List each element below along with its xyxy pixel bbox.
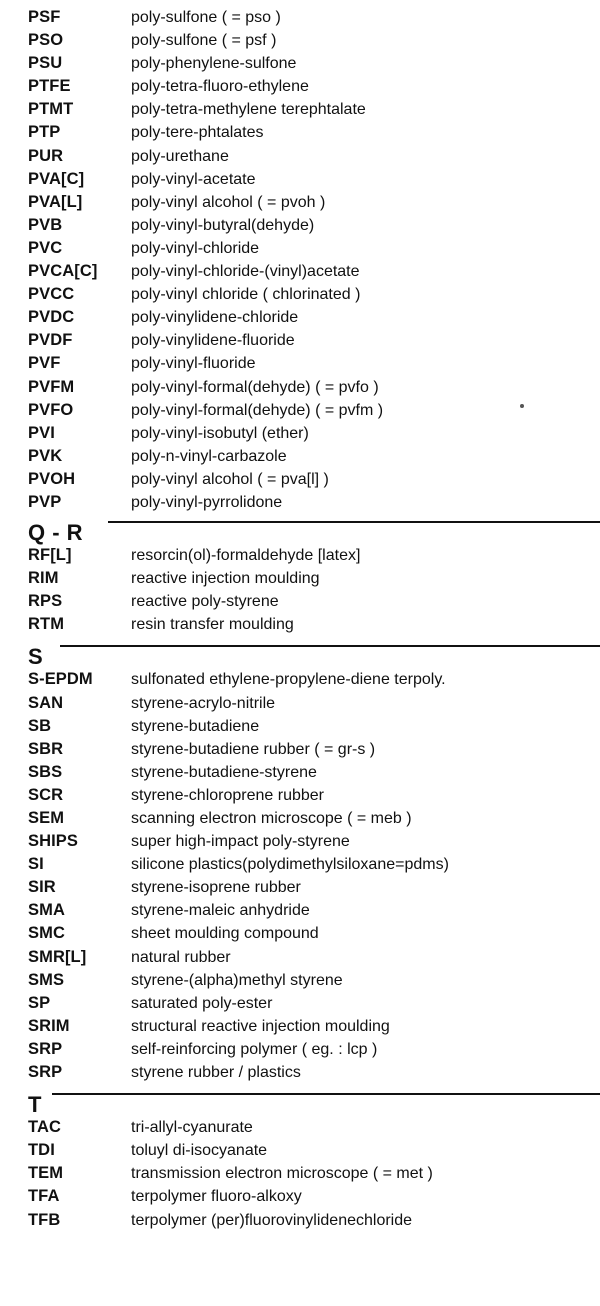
definition: styrene-(alpha)methyl styrene	[131, 971, 343, 989]
abbreviation: RPS	[28, 592, 63, 611]
definition: styrene rubber / plastics	[131, 1064, 301, 1082]
abbreviation: PVOH	[28, 469, 76, 488]
abbreviation: SCR	[28, 785, 64, 804]
abbreviation: PVDC	[28, 308, 75, 327]
definition: poly-vinyl-acetate	[131, 170, 256, 188]
glossary-row	[0, 29, 600, 52]
definition: resorcin(ol)-formaldehyde [latex]	[131, 547, 361, 565]
abbreviation: TEM	[28, 1164, 64, 1183]
abbreviation: PVK	[28, 446, 63, 465]
glossary-row	[0, 6, 600, 29]
definition: transmission electron microscope ( = met )	[131, 1165, 433, 1183]
glossary-row	[0, 969, 600, 992]
glossary-row	[0, 191, 600, 214]
abbreviation: RTM	[28, 615, 65, 634]
abbreviation: SMA	[28, 901, 65, 920]
definition: poly-vinyl-pyrrolidone	[131, 493, 283, 511]
glossary-row	[0, 329, 600, 352]
definition: sheet moulding compound	[131, 925, 319, 943]
definition: poly-vinyl-chloride-(vinyl)acetate	[131, 263, 360, 281]
abbreviation: PTMT	[28, 100, 74, 119]
abbreviation: SMS	[28, 970, 65, 989]
definition: poly-vinyl chloride ( chlorinated )	[131, 286, 361, 304]
abbreviation: SP	[28, 993, 51, 1012]
glossary-row	[0, 784, 600, 807]
glossary-row	[0, 1162, 600, 1185]
abbreviation: SI	[28, 855, 44, 874]
abbreviation: TAC	[28, 1118, 61, 1137]
definition: poly-vinyl-formal(dehyde) ( = pvfo )	[131, 378, 379, 396]
definition: styrene-acrylo-nitrile	[131, 694, 276, 712]
glossary-row	[0, 168, 600, 191]
definition: poly-vinyl-formal(dehyde) ( = pvfm )	[131, 401, 384, 419]
abbreviation: SMR[L]	[28, 947, 87, 966]
glossary-row	[0, 1038, 600, 1061]
abbreviation: SHIPS	[28, 832, 79, 851]
definition: poly-vinylidene-fluoride	[131, 332, 295, 350]
abbreviation: PVFM	[28, 377, 75, 396]
glossary-row	[0, 1185, 600, 1208]
section-letter: T	[28, 1092, 42, 1118]
definition: terpolymer (per)fluorovinylidenechloride	[131, 1211, 413, 1229]
abbreviation: PVI	[28, 423, 55, 442]
abbreviation: PUR	[28, 146, 64, 165]
abbreviation: PVCA[C]	[28, 262, 98, 281]
glossary-row	[0, 922, 600, 945]
glossary-row	[0, 1116, 600, 1139]
abbreviation: PSU	[28, 54, 63, 73]
section-heading	[0, 1092, 600, 1116]
abbreviation: PVA[C]	[28, 169, 85, 188]
abbreviation: PSO	[28, 31, 64, 50]
abbreviation: SMC	[28, 924, 65, 943]
glossary-row	[0, 830, 600, 853]
glossary-row	[0, 761, 600, 784]
definition: styrene-butadiene rubber ( = gr-s )	[131, 740, 376, 758]
definition: poly-vinyl alcohol ( = pvoh )	[131, 193, 326, 211]
abbreviation: TDI	[28, 1141, 55, 1160]
section-rule	[52, 1093, 600, 1095]
definition: poly-vinyl-chloride	[131, 239, 260, 257]
glossary-row	[0, 899, 600, 922]
glossary-row	[0, 283, 600, 306]
definition: styrene-butadiene	[131, 717, 260, 735]
abbreviation: PVB	[28, 215, 63, 234]
glossary-row	[0, 306, 600, 329]
abbreviation: PSF	[28, 8, 61, 26]
section-p	[0, 0, 600, 514]
glossary-row	[0, 992, 600, 1015]
glossary-row	[0, 491, 600, 514]
abbreviation: PVP	[28, 492, 62, 511]
definition: reactive injection moulding	[131, 570, 320, 588]
definition: poly-sulfone ( = pso )	[131, 9, 281, 26]
definition: sulfonated ethylene-propylene-diene terpoly.	[131, 671, 446, 689]
abbreviation: PVF	[28, 354, 61, 373]
section-t	[0, 1084, 600, 1231]
definition: natural rubber	[131, 948, 231, 966]
abbreviation: PVC	[28, 238, 63, 257]
glossary-row	[0, 214, 600, 237]
glossary-row	[0, 1139, 600, 1162]
glossary-row	[0, 422, 600, 445]
abbreviation: PTP	[28, 123, 61, 142]
abbreviation: RIM	[28, 569, 59, 588]
definition: poly-vinylidene-chloride	[131, 309, 299, 327]
section-letter: Q - R	[28, 520, 84, 546]
glossary-row	[0, 237, 600, 260]
abbreviation: SB	[28, 716, 52, 735]
definition: styrene-isoprene rubber	[131, 879, 301, 897]
definition: super high-impact poly-styrene	[131, 833, 350, 851]
abbreviation: SEM	[28, 809, 65, 827]
section-letter: S	[28, 644, 44, 670]
section-rule	[108, 521, 600, 523]
definition: toluyl di-isocyanate	[131, 1142, 268, 1160]
glossary-row	[0, 399, 600, 422]
abbreviation: PTFE	[28, 77, 71, 96]
glossary-row	[0, 145, 600, 168]
glossary-row	[0, 692, 600, 715]
glossary-row	[0, 853, 600, 876]
abbreviation: PVA[L]	[28, 192, 83, 211]
abbreviation: SIR	[28, 878, 56, 897]
glossary-row	[0, 668, 600, 691]
definition: silicone plastics(polydimethylsiloxane=pdms)	[131, 856, 449, 874]
abbreviation: SRP	[28, 1039, 63, 1058]
section-s	[0, 636, 600, 1084]
definition: reactive poly-styrene	[131, 593, 279, 611]
abbreviation: S-EPDM	[28, 670, 93, 689]
definition: resin transfer moulding	[131, 616, 294, 634]
definition: scanning electron microscope ( = meb )	[131, 810, 412, 827]
abbreviation: TFB	[28, 1210, 61, 1229]
section-q-r	[0, 514, 600, 636]
abbreviation: SRIM	[28, 1016, 70, 1035]
glossary-row	[0, 121, 600, 144]
abbreviation: SBR	[28, 739, 64, 758]
definition: poly-n-vinyl-carbazole	[131, 447, 287, 465]
abbreviation: RF[L]	[28, 546, 72, 565]
definition: self-reinforcing polymer ( eg. : lcp )	[131, 1040, 378, 1058]
definition: poly-tetra-fluoro-ethylene	[131, 78, 309, 96]
glossary-row	[0, 75, 600, 98]
section-heading	[0, 520, 600, 544]
glossary-row	[0, 544, 600, 567]
glossary-row	[0, 445, 600, 468]
definition: structural reactive injection moulding	[131, 1017, 390, 1035]
abbreviation: TFA	[28, 1187, 60, 1206]
definition: poly-vinyl alcohol ( = pva[l] )	[131, 470, 329, 488]
abbreviation: PVDF	[28, 331, 73, 350]
definition: poly-tetra-methylene terephtalate	[131, 101, 366, 119]
definition: styrene-butadiene-styrene	[131, 763, 317, 781]
definition: tri-allyl-cyanurate	[131, 1119, 253, 1137]
abbreviation: SRP	[28, 1063, 63, 1082]
glossary-row	[0, 946, 600, 969]
definition: poly-urethane	[131, 147, 229, 165]
glossary-row	[0, 590, 600, 613]
stray-dot	[520, 404, 524, 408]
definition: styrene-maleic anhydride	[131, 902, 310, 920]
definition: styrene-chloroprene rubber	[131, 786, 324, 804]
glossary-row	[0, 98, 600, 121]
glossary-row	[0, 468, 600, 491]
glossary-row	[0, 876, 600, 899]
definition: poly-vinyl-butyral(dehyde)	[131, 216, 315, 234]
definition: poly-tere-phtalates	[131, 124, 264, 142]
glossary-row	[0, 352, 600, 375]
glossary-row	[0, 613, 600, 636]
glossary-row	[0, 807, 600, 830]
section-heading	[0, 644, 600, 668]
definition: poly-phenylene-sulfone	[131, 55, 297, 73]
abbreviation: SAN	[28, 693, 64, 712]
abbreviation: PVFO	[28, 400, 74, 419]
definition: poly-vinyl-isobutyl (ether)	[131, 424, 309, 442]
section-rule	[60, 645, 600, 647]
definition: saturated poly-ester	[131, 994, 273, 1012]
definition: poly-sulfone ( = psf )	[131, 32, 277, 50]
glossary-row	[0, 1209, 600, 1232]
abbreviation: SBS	[28, 762, 63, 781]
glossary-row	[0, 376, 600, 399]
definition: terpolymer fluoro-alkoxy	[131, 1188, 302, 1206]
glossary-row	[0, 52, 600, 75]
glossary-row	[0, 1015, 600, 1038]
glossary-row	[0, 715, 600, 738]
abbreviation: PVCC	[28, 285, 75, 304]
glossary-row	[0, 1061, 600, 1084]
glossary-row	[0, 260, 600, 283]
definition: poly-vinyl-fluoride	[131, 355, 256, 373]
glossary-row	[0, 738, 600, 761]
glossary-row	[0, 567, 600, 590]
